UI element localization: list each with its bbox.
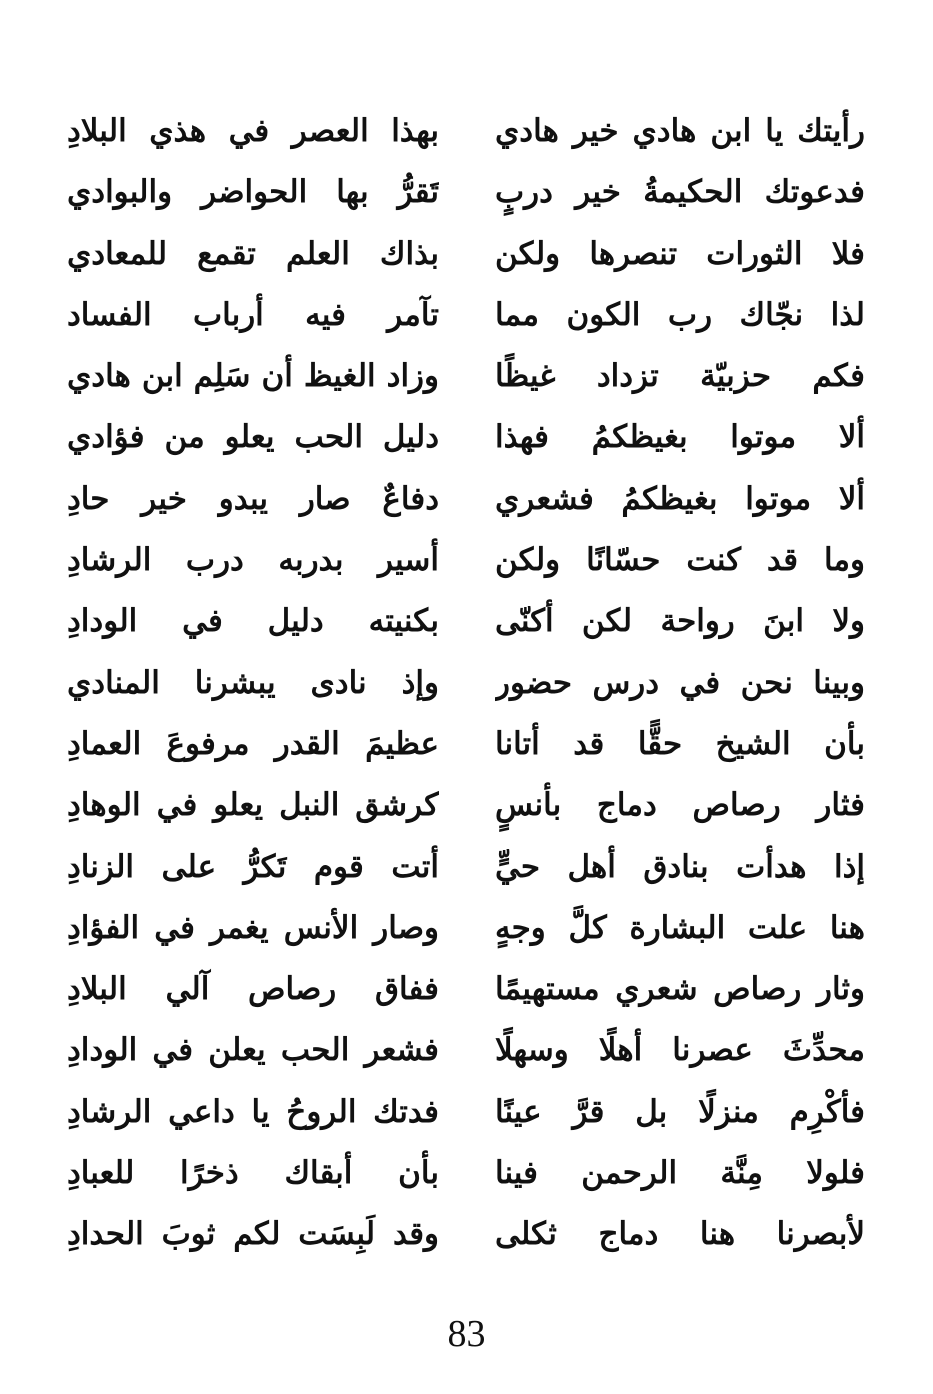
verse-line: [0, 408, 933, 469]
verse-second-hemistich: بكنيته دليل في الودادِ: [67, 603, 439, 640]
verse-line: [0, 776, 933, 837]
verse-line: [0, 715, 933, 776]
verse-line: [0, 163, 933, 224]
verse-second-hemistich: وزاد الغيظ أن سَلِم ابن هادي: [67, 358, 439, 395]
verse-line: [0, 286, 933, 347]
verse-line: [0, 654, 933, 715]
verse-first-hemistich: فكم حزبيّة تزداد غيظًا: [495, 358, 865, 395]
verse-first-hemistich: وبينا نحن في درس حضور: [495, 664, 865, 701]
verse-first-hemistich: ألا موتوا بغيظكمُ فشعري: [495, 480, 865, 517]
verse-first-hemistich: فلولا مِنَّة الرحمن فينا: [495, 1155, 865, 1192]
verse-second-hemistich: دليل الحب يعلو من فؤادي: [67, 419, 439, 456]
verse-first-hemistich: ولا ابنَ رواحة لكن أكنّى: [495, 603, 865, 640]
verse-second-hemistich: بذاك العلم تقمع للمعادي: [67, 235, 439, 272]
verse-line: [0, 531, 933, 592]
verse-second-hemistich: ففاق رصاص آلي البلادِ: [67, 971, 439, 1008]
verse-second-hemistich: وقد لَبِسَت لكم ثوبَ الحدادِ: [67, 1216, 439, 1253]
verse-second-hemistich: بأن أبقاك ذخرًا للعبادِ: [67, 1155, 439, 1192]
verse-first-hemistich: فأكْرِم منزلًا بل قرَّ عينًا: [495, 1093, 865, 1130]
verse-second-hemistich: أسير بدربه درب الرشادِ: [67, 542, 439, 579]
verse-first-hemistich: بأن الشيخ حقًّا قد أتانا: [495, 725, 865, 762]
verse-line: [0, 960, 933, 1021]
verse-first-hemistich: لذا نجّاك رب الكون مما: [495, 296, 865, 333]
verse-second-hemistich: كرشق النبل يعلو في الوهادِ: [67, 787, 439, 824]
verse-first-hemistich: وثار رصاص شعري مستهيمًا: [495, 971, 865, 1008]
verse-second-hemistich: دفاعٌ صار يبدو خير حادِ: [67, 480, 439, 517]
verse-line: [0, 347, 933, 408]
verse-second-hemistich: فدتك الروحُ يا داعي الرشادِ: [67, 1093, 439, 1130]
verse-line: [0, 838, 933, 899]
verse-line: [0, 899, 933, 960]
verse-line: [0, 470, 933, 531]
verse-first-hemistich: فدعوتك الحكيمةُ خير دربٍ: [495, 174, 865, 211]
poem: [0, 102, 933, 1267]
verse-first-hemistich: ألا موتوا بغيظكمُ فهذا: [495, 419, 865, 456]
verse-second-hemistich: وإذ نادى يبشرنا المنادي: [67, 664, 439, 701]
verse-first-hemistich: فلا الثورات تنصرها ولكن: [495, 235, 865, 272]
verse-first-hemistich: وما قد كنت حسّانًا ولكن: [495, 542, 865, 579]
verse-second-hemistich: وصار الأنس يغمر في الفؤادِ: [67, 909, 439, 946]
verse-second-hemistich: عظيمَ القدر مرفوعَ العمادِ: [67, 725, 439, 762]
verse-line: [0, 1205, 933, 1266]
verse-first-hemistich: لأبصرنا هنا دماج ثكلى: [495, 1216, 865, 1253]
verse-line: [0, 592, 933, 653]
verse-line: [0, 102, 933, 163]
verse-line: [0, 1144, 933, 1205]
verse-line: [0, 1021, 933, 1082]
page-number: 83: [447, 1313, 486, 1355]
verse-line: [0, 225, 933, 286]
verse-line: [0, 1083, 933, 1144]
verse-second-hemistich: أتت قوم تَكرُّ على الزنادِ: [67, 848, 439, 885]
verse-first-hemistich: هنا علت البشارة كلَّ وجهٍ: [495, 909, 865, 946]
verse-first-hemistich: فثار رصاص دماج بأنسٍ: [495, 787, 865, 824]
verse-second-hemistich: بهذا العصر في هذي البلادِ: [67, 113, 439, 149]
verse-first-hemistich: إذا هدأت بنادق أهل حيٍّ: [495, 848, 865, 885]
verse-second-hemistich: فشعر الحب يعلن في الودادِ: [67, 1032, 439, 1069]
verse-second-hemistich: تآمر فيه أرباب الفساد: [67, 296, 439, 333]
verse-first-hemistich: رأيتك يا ابن هادي خير هادي: [495, 113, 865, 149]
verse-first-hemistich: محدِّثَ عصرنا أهلًا وسهلًا: [495, 1032, 865, 1069]
verse-second-hemistich: تَقرُّ بها الحواضر والبوادي: [67, 174, 439, 211]
